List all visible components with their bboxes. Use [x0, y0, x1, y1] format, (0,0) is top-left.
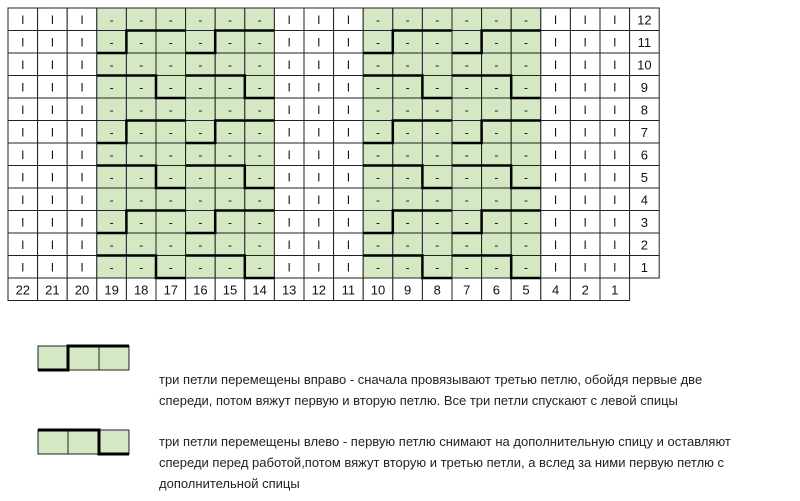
cell-symbol: - [405, 170, 410, 185]
cell-symbol: - [464, 237, 469, 252]
cell-symbol: I [80, 80, 84, 95]
cell-symbol: - [435, 260, 440, 275]
column-number: 7 [463, 282, 471, 298]
cell-symbol: I [317, 35, 321, 50]
cell-symbol: - [435, 147, 440, 162]
legend-left-line: три петли перемещены влево - первую петлю снимают на дополнительную спицу и оставляют [159, 434, 731, 449]
cell-symbol: - [139, 125, 144, 140]
cell-symbol: - [405, 12, 410, 27]
cell-symbol: - [198, 260, 203, 275]
column-number: 5 [522, 282, 530, 298]
cell-symbol: I [613, 260, 617, 275]
cell-symbol: I [553, 237, 558, 252]
cell-symbol: I [317, 80, 321, 95]
cell-symbol: I [553, 147, 558, 162]
cell-symbol: - [257, 237, 262, 252]
cell-symbol: - [524, 237, 528, 252]
cell-symbol: I [50, 125, 55, 140]
cell-symbol: - [228, 170, 232, 185]
cell-symbol: I [21, 147, 25, 162]
cell-symbol: I [317, 192, 321, 207]
row-number: 5 [640, 169, 649, 185]
row-number: 7 [640, 124, 649, 140]
cell-symbol: - [464, 80, 469, 95]
cell-symbol: I [346, 147, 351, 162]
cell-symbol: I [553, 12, 558, 27]
cell-symbol: I [583, 125, 587, 140]
cell-symbol: I [346, 215, 351, 230]
cell-symbol: I [346, 170, 351, 185]
cell-symbol: - [494, 125, 499, 140]
row-number: 12 [637, 12, 652, 28]
cell-symbol: I [583, 80, 587, 95]
cell-symbol: - [168, 80, 173, 95]
cell-symbol: I [553, 215, 558, 230]
cell-symbol: - [435, 35, 440, 50]
cell-symbol: - [139, 80, 144, 95]
cell-symbol: I [346, 57, 351, 72]
cell-symbol: - [405, 192, 410, 207]
cell-symbol: - [198, 57, 203, 72]
column-number: 8 [433, 282, 441, 298]
cell-symbol: I [613, 125, 617, 140]
cell-symbol: - [405, 215, 410, 230]
cell-symbol: - [139, 57, 144, 72]
cell-symbol: - [109, 12, 114, 27]
cell-symbol: - [168, 102, 173, 117]
cell-symbol: - [257, 170, 262, 185]
cell-symbol: - [198, 125, 203, 140]
cell-symbol: - [524, 147, 528, 162]
cell-symbol: - [494, 80, 499, 95]
cell-symbol: I [287, 260, 291, 275]
cell-symbol: I [80, 260, 84, 275]
cell-symbol: - [464, 215, 469, 230]
cell-symbol: - [524, 192, 528, 207]
cell-symbol: - [524, 35, 528, 50]
cell-symbol: I [317, 125, 321, 140]
column-number: 1 [611, 282, 619, 298]
legend-left-line: спереди перед работой,потом вяжут вторую и третью петли, а вслед за ними первую петлю с [159, 455, 725, 470]
cell-symbol: I [317, 57, 321, 72]
cell-symbol: I [287, 57, 291, 72]
cell-symbol: - [376, 170, 380, 185]
cell-symbol: - [405, 237, 410, 252]
cell-symbol: - [109, 35, 114, 50]
cell-symbol: - [376, 192, 380, 207]
cell-symbol: I [553, 35, 558, 50]
cell-symbol: I [583, 192, 587, 207]
cell-symbol: - [464, 192, 469, 207]
column-number: 12 [311, 282, 327, 298]
cell-symbol: - [405, 147, 410, 162]
cell-symbol: - [405, 80, 410, 95]
cell-symbol: - [257, 125, 262, 140]
cell-symbol: I [583, 237, 587, 252]
cell-symbol: - [139, 192, 144, 207]
cell-symbol: I [553, 57, 558, 72]
cell-symbol: - [257, 57, 262, 72]
cell-symbol: - [228, 102, 232, 117]
cell-symbol: - [109, 170, 114, 185]
cell-symbol: - [168, 12, 173, 27]
cell-symbol: I [553, 170, 558, 185]
cell-symbol: I [50, 57, 55, 72]
cell-symbol: - [464, 12, 469, 27]
cell-symbol: - [139, 147, 144, 162]
cell-symbol: - [464, 170, 469, 185]
cell-symbol: - [524, 80, 528, 95]
cell-symbol: - [435, 170, 440, 185]
cell-symbol: I [317, 237, 321, 252]
cell-symbol: - [376, 215, 380, 230]
cell-symbol: I [21, 260, 25, 275]
cell-symbol: I [553, 192, 558, 207]
cell-symbol: I [346, 192, 351, 207]
cell-symbol: I [50, 260, 55, 275]
cell-symbol: I [21, 102, 25, 117]
cell-symbol: I [287, 80, 291, 95]
cell-symbol: - [139, 35, 144, 50]
cell-symbol: - [109, 147, 114, 162]
cell-symbol: - [524, 12, 528, 27]
cell-symbol: I [613, 147, 617, 162]
cell-symbol: I [613, 170, 617, 185]
cell-symbol: I [287, 125, 291, 140]
cell-symbol: - [494, 170, 499, 185]
cell-symbol: - [524, 215, 528, 230]
row-number: 11 [637, 34, 652, 50]
cell-symbol: - [168, 125, 173, 140]
cell-symbol: - [109, 125, 114, 140]
cell-symbol: - [494, 102, 499, 117]
legend-left-text [159, 431, 799, 494]
row-number: 4 [640, 192, 649, 208]
column-number: 9 [403, 282, 412, 298]
cell-symbol: - [494, 260, 499, 275]
cell-symbol: I [346, 12, 351, 27]
cell-symbol: I [80, 102, 84, 117]
column-number: 22 [15, 282, 31, 298]
cell-symbol: - [257, 35, 262, 50]
legend-right-line: три петли перемещены вправо - сначала провязывают третью петлю, обойдя первые две [159, 372, 703, 387]
cell-symbol: - [168, 215, 173, 230]
cell-symbol: - [376, 80, 380, 95]
cell-symbol: - [376, 35, 380, 50]
cell-symbol: I [346, 237, 351, 252]
cell-symbol: - [228, 192, 232, 207]
cell-symbol: I [346, 35, 351, 50]
cell-symbol: I [80, 35, 84, 50]
cell-symbol: - [198, 12, 203, 27]
cell-symbol: - [376, 102, 380, 117]
column-number: 4 [551, 282, 560, 298]
column-number: 18 [133, 282, 149, 298]
cell-symbol: - [109, 260, 114, 275]
row-number: 2 [640, 237, 649, 253]
cell-symbol: I [583, 170, 587, 185]
column-number: 6 [492, 282, 501, 298]
cell-symbol: - [139, 102, 144, 117]
cell-symbol: - [168, 192, 173, 207]
cell-symbol: - [435, 125, 440, 140]
cell-symbol: - [198, 102, 203, 117]
cell-symbol: I [50, 215, 55, 230]
cell-symbol: - [435, 57, 440, 72]
cell-symbol: - [228, 260, 232, 275]
cell-symbol: - [524, 57, 528, 72]
column-number: 2 [581, 282, 589, 298]
cell-symbol: - [228, 80, 232, 95]
cell-symbol: I [287, 12, 291, 27]
cell-symbol: I [583, 57, 587, 72]
cell-symbol: - [464, 35, 469, 50]
cell-symbol: - [139, 237, 144, 252]
cell-symbol: I [50, 237, 55, 252]
cell-symbol: - [139, 260, 144, 275]
cell-symbol: - [405, 57, 410, 72]
cell-symbol: I [346, 125, 351, 140]
cell-symbol: - [198, 80, 203, 95]
cell-symbol: - [435, 12, 440, 27]
cell-symbol: - [376, 260, 380, 275]
cell-symbol: - [168, 35, 173, 50]
cell-symbol: - [109, 102, 114, 117]
cell-symbol: I [80, 12, 84, 27]
cell-symbol: I [80, 170, 84, 185]
cell-symbol: - [494, 192, 499, 207]
cell-symbol: I [80, 192, 84, 207]
column-number: 21 [45, 282, 60, 298]
row-number: 9 [640, 79, 649, 95]
cell-symbol: - [376, 237, 380, 252]
cell-symbol: - [405, 102, 410, 117]
row-number: 1 [640, 259, 649, 275]
cell-symbol: I [317, 170, 321, 185]
cell-symbol: I [613, 237, 617, 252]
cell-symbol: I [613, 102, 617, 117]
cell-symbol: - [198, 147, 203, 162]
cell-symbol: - [168, 170, 173, 185]
row-number: 3 [640, 214, 649, 230]
cell-symbol: I [21, 57, 25, 72]
cell-symbol: I [583, 35, 587, 50]
cell-symbol: - [464, 260, 469, 275]
cell-symbol: I [287, 147, 291, 162]
cell-symbol: - [257, 192, 262, 207]
cell-symbol: - [198, 237, 203, 252]
cell-symbol: I [287, 102, 291, 117]
cell-symbol: I [553, 125, 558, 140]
legend-left-line: дополнительной спицы [159, 476, 300, 491]
cell-symbol: I [287, 192, 291, 207]
cell-symbol: I [50, 80, 55, 95]
cell-symbol: I [613, 35, 617, 50]
cell-symbol: - [464, 102, 469, 117]
cell-symbol: - [168, 237, 173, 252]
cell-symbol: I [583, 260, 587, 275]
cell-symbol: - [198, 215, 203, 230]
cell-symbol: I [50, 12, 55, 27]
cell-symbol: I [287, 35, 291, 50]
column-number: 11 [341, 282, 356, 298]
cell-symbol: - [464, 125, 469, 140]
cell-symbol: - [376, 147, 380, 162]
cell-symbol: - [494, 215, 499, 230]
cell-symbol: - [257, 147, 262, 162]
cell-symbol: I [583, 102, 587, 117]
cell-symbol: I [50, 170, 55, 185]
cell-symbol: - [198, 192, 203, 207]
cell-symbol: I [80, 237, 84, 252]
cell-symbol: I [50, 192, 55, 207]
cell-symbol: I [613, 80, 617, 95]
cell-symbol: - [435, 237, 440, 252]
cell-symbol: I [21, 125, 25, 140]
cell-symbol: I [317, 147, 321, 162]
cell-symbol: I [317, 12, 321, 27]
cell-symbol: - [257, 215, 262, 230]
cell-symbol: - [494, 147, 499, 162]
cell-symbol: I [287, 237, 291, 252]
cell-symbol: - [405, 35, 410, 50]
cell-symbol: - [228, 215, 232, 230]
cell-symbol: - [524, 170, 528, 185]
cell-symbol: I [21, 80, 25, 95]
cell-symbol: - [376, 12, 380, 27]
cell-symbol: I [346, 102, 351, 117]
cell-symbol: I [613, 12, 617, 27]
cell-symbol: I [80, 57, 84, 72]
cell-symbol: I [287, 215, 291, 230]
cell-symbol: - [405, 260, 410, 275]
cell-symbol: I [583, 147, 587, 162]
legend-right-line: спереди, потом вяжут первую и вторую петлю. Все три петли спускают с левой спицы [159, 393, 678, 408]
cell-symbol: - [109, 80, 114, 95]
cell-symbol: - [139, 215, 144, 230]
cell-symbol: - [228, 57, 232, 72]
column-number: 15 [222, 282, 238, 298]
cell-symbol: I [50, 102, 55, 117]
cell-symbol: I [21, 192, 25, 207]
cell-symbol: I [553, 80, 558, 95]
cell-symbol: - [494, 12, 499, 27]
cell-symbol: I [317, 102, 321, 117]
cross-left-symbol-icon [36, 427, 132, 457]
cell-symbol: - [257, 12, 262, 27]
cell-symbol: I [287, 170, 291, 185]
cell-symbol: - [139, 170, 144, 185]
cell-symbol: - [228, 125, 232, 140]
cell-symbol: I [80, 147, 84, 162]
cell-symbol: I [583, 215, 587, 230]
row-number: 6 [640, 147, 649, 163]
cell-symbol: - [109, 192, 114, 207]
cell-symbol: - [228, 35, 232, 50]
cell-symbol: - [376, 125, 380, 140]
cell-symbol: - [257, 102, 262, 117]
cell-symbol: - [494, 237, 499, 252]
cell-symbol: - [168, 147, 173, 162]
cell-symbol: I [21, 215, 25, 230]
cell-symbol: - [228, 237, 232, 252]
cell-symbol: I [317, 260, 321, 275]
cell-symbol: - [109, 237, 114, 252]
cell-symbol: - [494, 57, 499, 72]
cell-symbol: - [257, 260, 262, 275]
cell-symbol: I [613, 57, 617, 72]
cell-symbol: - [109, 215, 114, 230]
cell-symbol: I [21, 237, 25, 252]
cell-symbol: - [228, 12, 232, 27]
cross-right-symbol-icon [36, 343, 132, 373]
cell-symbol: I [553, 102, 558, 117]
cell-symbol: - [198, 35, 203, 50]
legend-right-text [159, 369, 799, 411]
cell-symbol: I [80, 125, 84, 140]
cell-symbol: I [50, 35, 55, 50]
cell-symbol: - [376, 57, 380, 72]
cell-symbol: I [346, 80, 351, 95]
column-number: 17 [163, 282, 179, 298]
column-number: 16 [193, 282, 208, 298]
row-number: 10 [637, 57, 652, 73]
cell-symbol: - [405, 125, 410, 140]
cell-symbol: I [553, 260, 558, 275]
cell-symbol: - [198, 170, 203, 185]
cell-symbol: - [109, 57, 114, 72]
column-number: 20 [74, 282, 90, 298]
cell-symbol: I [21, 35, 25, 50]
cell-symbol: I [317, 215, 321, 230]
cell-symbol: - [435, 102, 440, 117]
cell-symbol: - [257, 80, 262, 95]
cell-symbol: - [168, 57, 173, 72]
cell-symbol: - [524, 125, 528, 140]
column-number: 10 [370, 282, 386, 298]
cell-symbol: I [583, 12, 587, 27]
row-number: 8 [640, 102, 649, 118]
cell-symbol: - [139, 12, 144, 27]
cell-symbol: - [494, 35, 499, 50]
cell-symbol: I [613, 215, 617, 230]
column-number: 13 [281, 282, 297, 298]
cell-symbol: - [228, 147, 232, 162]
cell-symbol: - [464, 147, 469, 162]
cell-symbol: - [524, 260, 528, 275]
cell-symbol: I [21, 12, 25, 27]
cell-symbol: - [435, 215, 440, 230]
cell-symbol: I [346, 260, 351, 275]
cell-symbol: - [464, 57, 469, 72]
cell-symbol: - [435, 192, 440, 207]
column-number: 19 [104, 282, 119, 298]
cell-symbol: - [435, 80, 440, 95]
cell-symbol: - [524, 102, 528, 117]
column-number: 14 [252, 282, 267, 298]
cell-symbol: I [613, 192, 617, 207]
cell-symbol: - [168, 260, 173, 275]
cell-symbol: I [80, 215, 84, 230]
cell-symbol: I [21, 170, 25, 185]
cell-symbol: I [50, 147, 55, 162]
